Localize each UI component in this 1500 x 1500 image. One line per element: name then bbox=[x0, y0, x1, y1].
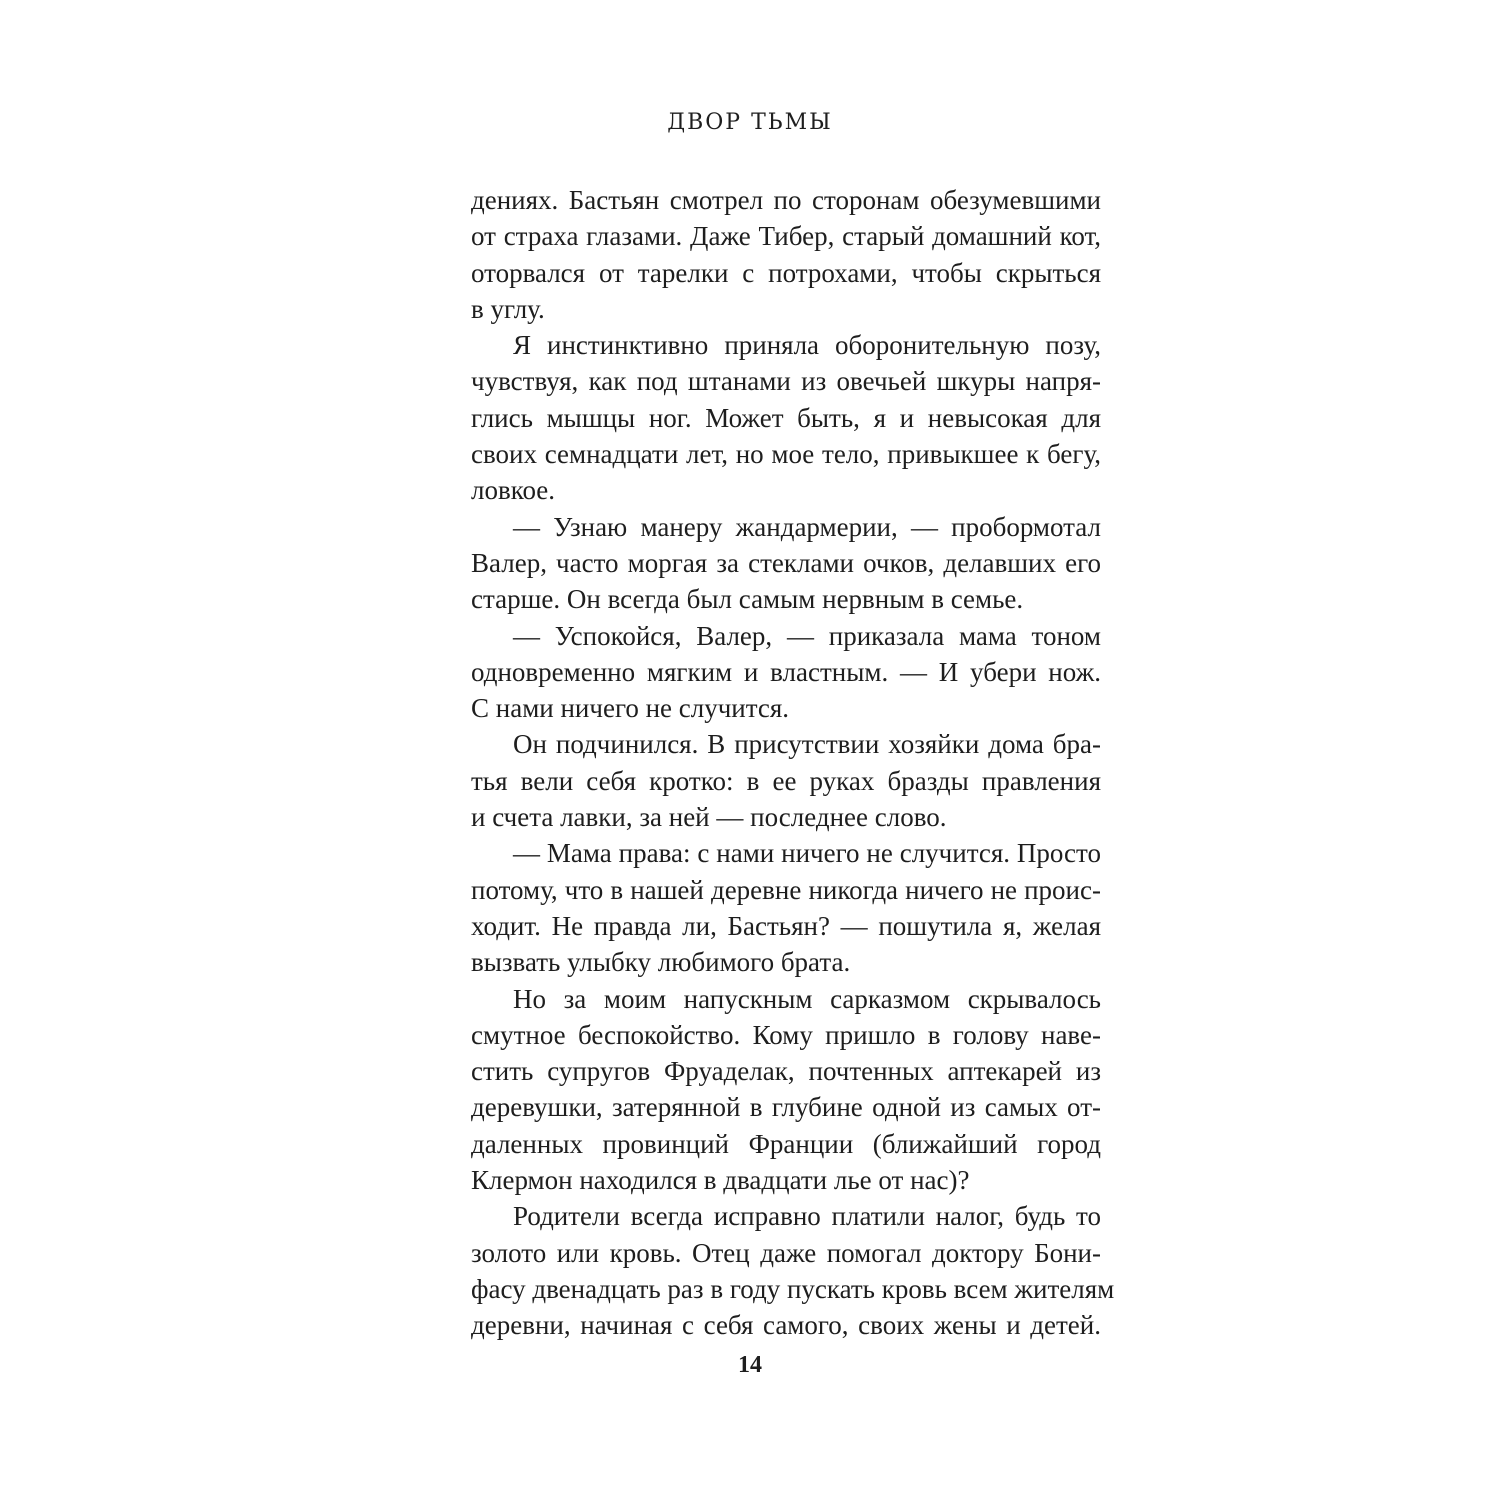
text-line: от страха глазами. Даже Тибер, старый домашний кот, bbox=[471, 221, 1101, 252]
text-line: ходит. Не правда ли, Бастьян? — пошутила я, желая bbox=[471, 910, 1101, 941]
text-line: золото или кровь. Отец даже помогал доктору Бони- bbox=[471, 1237, 1101, 1268]
text-line: — Узнаю манеру жандармерии, — пробормотал bbox=[513, 511, 1101, 542]
text-line: фасу двенадцать раз в году пускать кровь всем жителям bbox=[471, 1273, 1115, 1304]
text-line: дениях. Бастьян смотрел по сторонам обезумевшими bbox=[471, 185, 1101, 215]
text-line: деревушки, затерянной в глубине одной из самых от- bbox=[471, 1092, 1101, 1123]
text-line: смутное беспокойство. Кому пришло в голову наве- bbox=[471, 1019, 1101, 1050]
text-line: С нами ничего не случится. bbox=[471, 693, 790, 724]
text-line: Родители всегда исправно платили налог, будь то bbox=[513, 1201, 1101, 1232]
text-line: Он подчинился. В присутствии хозяйки дома бра- bbox=[513, 729, 1101, 760]
text-line: одновременно мягким и властным. — И убери нож. bbox=[471, 656, 1101, 687]
text-line: тья вели себя кротко: в ее руках бразды правления bbox=[471, 765, 1101, 796]
page-number: 14 bbox=[738, 1352, 762, 1378]
body-text bbox=[471, 182, 1115, 1344]
text-line: Клермон находился в двадцати лье от нас)? bbox=[471, 1165, 970, 1196]
text-line: вызвать улыбку любимого брата. bbox=[471, 947, 851, 978]
text-line: деревни, начиная с себя самого, своих жены и детей. bbox=[471, 1310, 1101, 1341]
text-line: и счета лавки, за ней — последнее слово. bbox=[471, 802, 947, 833]
text-line: потому, что в нашей деревне никогда ничего не проис- bbox=[471, 874, 1101, 905]
text-line: Но за моим напускным сарказмом скрывалось bbox=[513, 983, 1101, 1014]
text-line: глись мышцы ног. Может быть, я и невысокая для bbox=[471, 402, 1101, 433]
text-line: Я инстинктивно приняла оборонительную позу, bbox=[513, 330, 1101, 361]
text-line: своих семнадцати лет, но мое тело, привыкшее к бегу, bbox=[471, 439, 1101, 470]
text-line: даленных провинций Франции (ближайший город bbox=[471, 1128, 1101, 1159]
text-line: Валер, часто моргая за стеклами очков, делавших его bbox=[471, 547, 1101, 578]
text-line: — Мама права: с нами ничего не случится. Просто bbox=[513, 838, 1101, 869]
text-line: — Успокойся, Валер, — приказала мама тоном bbox=[513, 620, 1101, 651]
text-line: стить супругов Фруаделак, почтенных аптекарей из bbox=[471, 1056, 1101, 1087]
text-line: старше. Он всегда был самым нервным в семье. bbox=[471, 584, 1024, 615]
running-head: ДВОР ТЬМЫ bbox=[667, 110, 833, 135]
text-line: оторвался от тарелки с потрохами, чтобы скрыться bbox=[471, 257, 1101, 288]
text-line: в углу. bbox=[471, 293, 545, 324]
text-line: ловкое. bbox=[471, 475, 556, 506]
text-line: чувствуя, как под штанами из овечьей шкуры напря- bbox=[471, 366, 1101, 397]
